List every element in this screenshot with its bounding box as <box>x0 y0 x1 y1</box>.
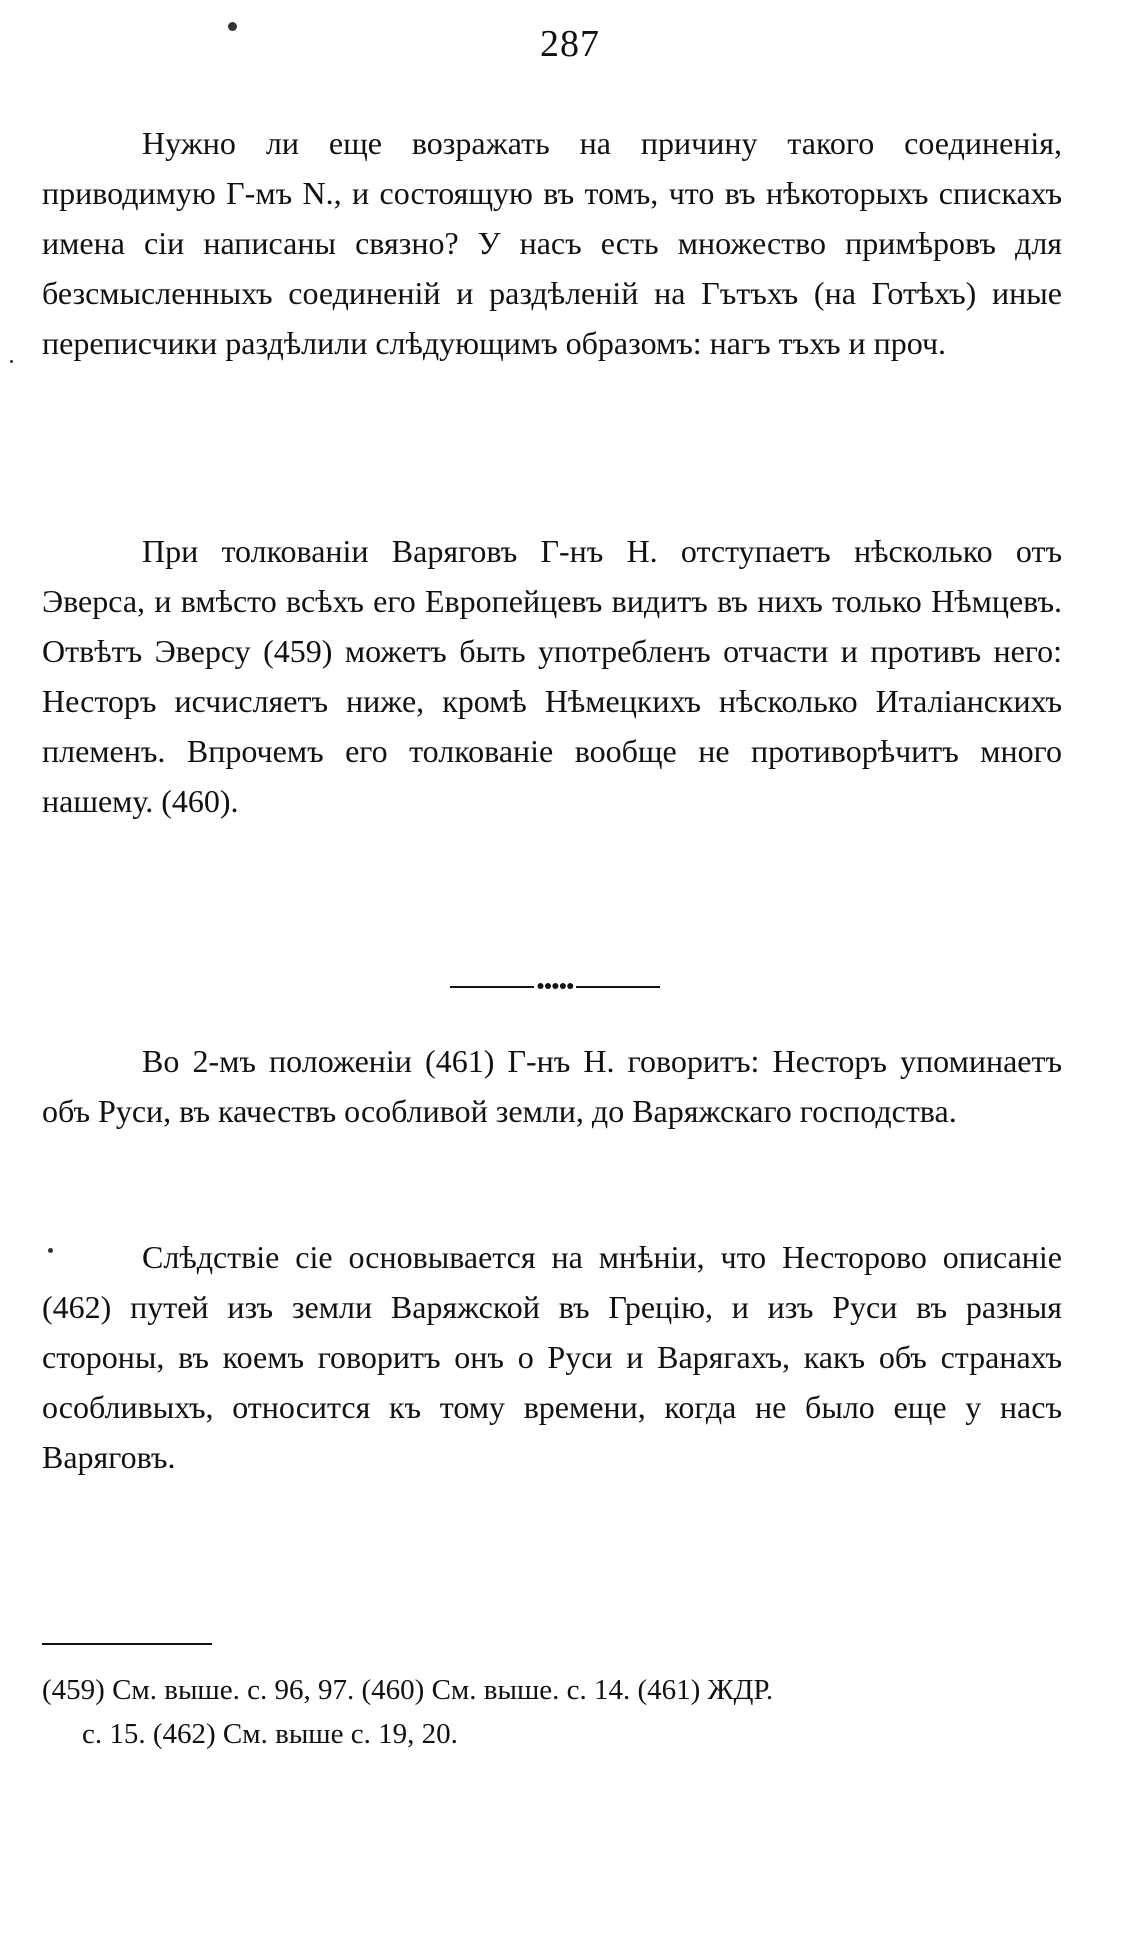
footnotes <box>42 1668 1062 1756</box>
paragraph-1-text: Нужно ли еще возражать на причину такого соединенія, приводимую Г-мъ N., и состоящую въ томъ, что въ нѣкоторыхъ спискахъ имена сіи написаны связно? У насъ есть множество примѣровъ для безсмысленныхъ соединеній и раздѣленій на Гътъхъ (на Готѣхъ) иные переписчики раздѣлили слѣдующимъ образомъ: нагъ тъхъ и проч. <box>42 125 1062 361</box>
separator-ornament: ●●●●● <box>536 979 574 994</box>
paragraph-4 <box>42 1232 1062 1482</box>
paragraph-2-text: При толкованіи Варяговъ Г-нъ Н. отступаетъ нѣсколько отъ Эверса, и вмѣсто всѣхъ его Европейцевъ видитъ въ нихъ только Нѣмцевъ. Отвѣтъ Эверсу (459) можетъ быть употребленъ отчасти и противъ него: Несторъ исчисляетъ ниже, кромѣ Нѣмецкихъ нѣсколько Италіанскихъ племенъ. Впрочемъ его толкованіе вообще не противорѣчитъ много нашему. (460). <box>42 533 1062 819</box>
footnote-rule <box>42 1643 212 1645</box>
paragraph-4-text: Слѣдствіе сіе основывается на мнѣніи, что Несторово описаніе (462) путей изъ земли Варяжской въ Грецію, и изъ Руси въ разныя стороны, въ коемъ говоритъ онъ о Руси и Варягахъ, какъ объ странахъ особливыхъ, относится къ тому времени, когда не было еще у насъ Варяговъ. <box>42 1239 1062 1475</box>
separator-line-left <box>450 986 534 988</box>
section-separator <box>450 979 660 994</box>
separator-line-right <box>576 986 660 988</box>
page-number: 287 <box>540 23 600 65</box>
print-speck <box>10 360 13 363</box>
paragraph-2 <box>42 526 1062 826</box>
paragraph-1 <box>42 118 1062 368</box>
paragraph-3-text: Во 2-мъ положеніи (461) Г-нъ Н. говоритъ: Несторъ упоминаетъ объ Руси, въ качествъ особливой земли, до Варяжскаго господства. <box>42 1043 1062 1129</box>
paragraph-3 <box>42 1036 1062 1136</box>
footnote-line-1: (459) См. выше. с. 96, 97. (460) См. выше. с. 14. (461) ЖДР. <box>42 1674 774 1706</box>
print-speck <box>228 22 237 31</box>
footnote-line-2: с. 15. (462) См. выше с. 19, 20. <box>82 1718 458 1750</box>
print-speck <box>48 1248 53 1253</box>
